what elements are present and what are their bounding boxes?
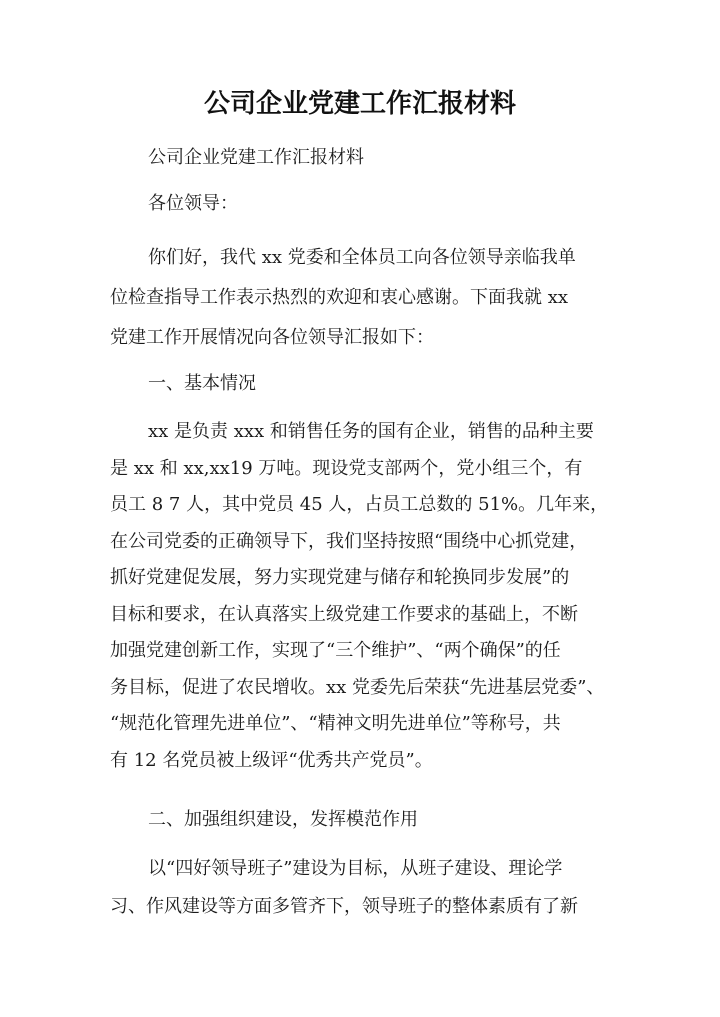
section-heading-2	[110, 800, 610, 840]
paragraph-subtitle	[110, 138, 610, 178]
section-heading-1	[110, 364, 610, 404]
paragraph-line: 各位领导：	[148, 193, 238, 214]
paragraph-salutation	[110, 184, 610, 224]
paragraph-line: 你们好，我代 xx 党委和全体员工向各位领导亲临我单	[148, 247, 576, 268]
paragraph-line: “规范化管理先进单位”、“精神文明先进单位”等称号，共	[110, 713, 561, 734]
paragraph-section-1	[110, 414, 610, 779]
paragraph-line: 位检查指导工作表示热烈的欢迎和衷心感谢。下面我就 xx	[110, 287, 569, 308]
paragraph-line: 有 12 名党员被上级评“优秀共产党员”。	[110, 749, 433, 771]
paragraph-line: 加强党建创新工作，实现了“三个维护”、“两个确保”的任	[110, 640, 561, 661]
paragraph-line: 一、基本情况	[148, 373, 256, 394]
paragraph-line: xx 是负责 xxx 和销售任务的国有企业，销售的品种主要	[148, 421, 594, 442]
paragraph-section-2	[110, 850, 610, 926]
paragraph-line: 目标和要求，在认真落实上级党建工作要求的基础上，不断	[110, 603, 578, 625]
paragraph-line: 公司企业党建工作汇报材料	[148, 147, 364, 168]
paragraph-line: 抓好党建促发展，努力实现党建与储存和轮换同步发展”的	[110, 567, 570, 588]
paragraph-line: 是 xx 和 xx,xx19 万吨。现设党支部两个，党小组三个，有	[110, 457, 583, 479]
paragraph-line: 在公司党委的正确领导下，我们坚持按照“围绕中心抓党建，	[110, 530, 588, 552]
paragraph-line: 二、加强组织建设，发挥模范作用	[148, 809, 418, 830]
paragraph-intro	[110, 238, 610, 358]
document-title: 公司企业党建工作汇报材料	[203, 89, 516, 119]
paragraph-line: 习、作风建设等方面多管齐下，领导班子的整体素质有了新	[110, 896, 578, 917]
paragraph-line: 党建工作开展情况向各位领导汇报如下：	[110, 327, 434, 348]
paragraph-line: 以“四好领导班子”建设为目标，从班子建设、理论学	[148, 858, 563, 879]
paragraph-line: 员工 8 7 人，其中党员 45 人，占员工总数的 51%。几年来，	[110, 494, 609, 515]
paragraph-line: 务目标，促进了农民增收。xx 党委先后荣获“先进基层党委”、	[110, 676, 605, 698]
